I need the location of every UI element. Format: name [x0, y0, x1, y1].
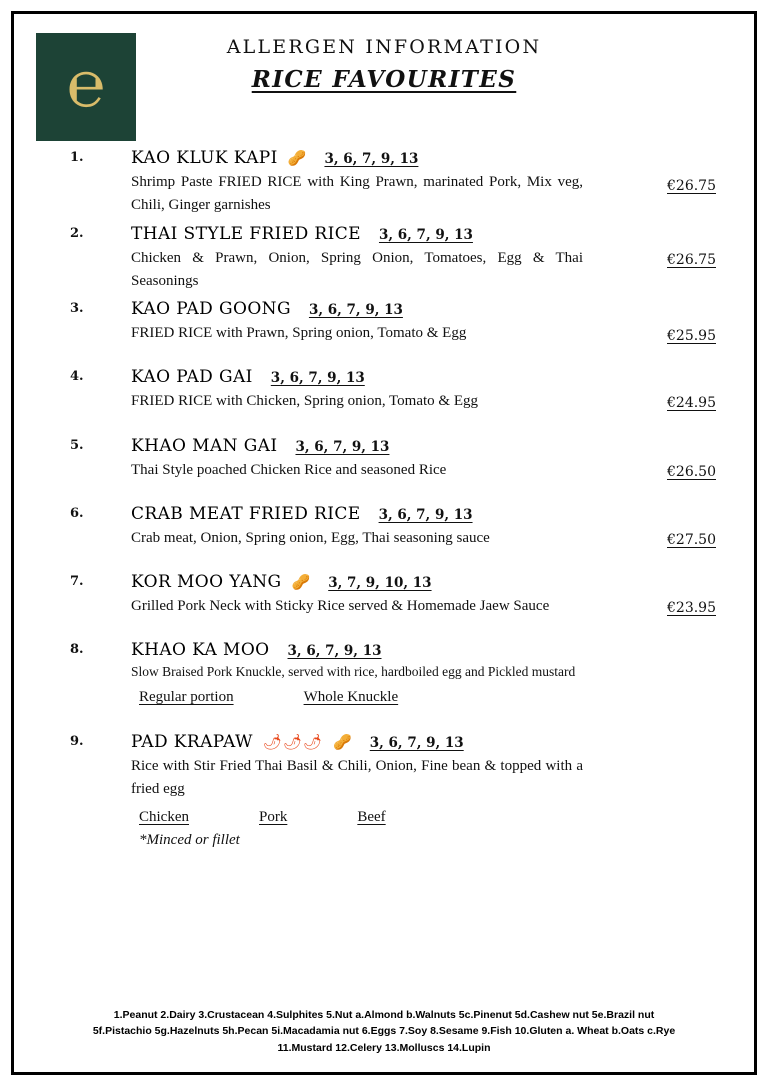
item-allergen-codes: 3, 6, 7, 9, 13 [369, 735, 464, 752]
restaurant-logo [36, 33, 136, 141]
item-title: THAI STYLE FRIED RICE [131, 223, 361, 244]
option-regular-portion[interactable]: Regular portion [139, 689, 234, 706]
item-number: 1. [70, 150, 84, 165]
logo-monogram-icon: ℮ [66, 48, 106, 122]
item-description: Crab meat, Onion, Spring onion, Egg, Thai seasoning sauce [131, 529, 490, 546]
menu-item [0, 504, 768, 550]
item-allergen-codes: 3, 6, 7, 9, 13 [324, 151, 419, 167]
menu-item [0, 436, 768, 482]
item-description: Grilled Pork Neck with Sticky Rice served & Homemade Jaew Sauce [131, 598, 550, 614]
item-description: Thai Style poached Chicken Rice and seasoned Rice [131, 461, 447, 478]
option-beef[interactable]: Beef [357, 808, 386, 825]
allergen-legend-line-2: 5f.Pistachio 5g.Hazelnuts 5h.Pecan 5i.Macadamia nut 6.Eggs 7.Soy 8.Sesame 9.Fish 10.Gluten a. Wheat b.Oats c.Rye [92, 1025, 676, 1038]
item-allergen-codes: 3, 6, 7, 9, 13 [295, 438, 390, 455]
item-note: *Minced or fillet [139, 831, 240, 848]
item-allergen-codes: 3, 7, 9, 10, 13 [328, 575, 432, 591]
chili-icon: 🌶🌶🌶 [262, 735, 324, 752]
peanut-icon: 🥜 [291, 575, 311, 591]
item-allergen-codes: 3, 6, 7, 9, 13 [378, 506, 473, 523]
item-price: €24.95 [667, 395, 716, 412]
page-subtitle: RICE FAVOURITES [251, 66, 517, 93]
menu-item [0, 572, 768, 618]
item-title: KHAO KA MOO [131, 640, 270, 661]
item-price: €27.50 [667, 531, 716, 548]
menu-item [0, 299, 768, 345]
item-description: Slow Braised Pork Knuckle, served with rice, hardboiled egg and Pickled mustard [131, 664, 576, 680]
item-number: 6. [70, 505, 84, 521]
item-title: KOR MOO YANG [131, 572, 282, 592]
menu-item [0, 732, 768, 849]
item-number: 2. [70, 225, 84, 241]
item-allergen-codes: 3, 6, 7, 9, 13 [378, 226, 473, 243]
item-description: FRIED RICE with Prawn, Spring onion, Tomato & Egg [131, 325, 467, 341]
item-number: 4. [70, 369, 84, 385]
item-allergen-codes: 3, 6, 7, 9, 13 [308, 302, 403, 318]
item-number: 8. [70, 642, 84, 658]
allergen-legend [0, 1007, 768, 1056]
item-title: KAO PAD GOONG [131, 299, 291, 319]
item-description: FRIED RICE with Chicken, Spring onion, Tomato & Egg [131, 393, 478, 410]
item-title: KAO KLUK KAPI [131, 148, 278, 168]
item-price: €26.50 [667, 463, 716, 480]
menu-item [0, 640, 768, 706]
item-description: Rice with Stir Fried Thai Basil & Chili, Onion, Fine bean & topped with a fried egg [131, 758, 583, 798]
item-allergen-codes: 3, 6, 7, 9, 13 [270, 370, 365, 387]
page-title: ALLERGEN INFORMATION [226, 36, 542, 58]
item-price: €23.95 [667, 600, 716, 616]
item-price: €26.75 [667, 251, 716, 268]
item-title: PAD KRAPAW [131, 732, 253, 753]
option-chicken[interactable]: Chicken [139, 808, 189, 825]
peanut-icon: 🥜 [333, 735, 352, 752]
menu-item [0, 367, 768, 413]
item-title: KAO PAD GAI [131, 367, 253, 388]
menu-item [0, 224, 768, 294]
item-description: Chicken & Prawn, Onion, Spring Onion, Tomatoes, Egg & Thai Seasonings [131, 249, 583, 289]
item-number: 7. [70, 574, 84, 589]
allergen-legend-line-1: 1.Peanut 2.Dairy 3.Crustacean 4.Sulphites 5.Nut a.Almond b.Walnuts 5c.Pinenut 5d.Cashew nut 5e.Brazil nut [113, 1009, 655, 1022]
item-allergen-codes: 3, 6, 7, 9, 13 [287, 643, 382, 660]
item-number: 9. [70, 734, 84, 750]
option-pork[interactable]: Pork [259, 808, 288, 825]
item-price: €25.95 [667, 328, 716, 344]
menu-item [0, 148, 768, 218]
item-number: 3. [70, 301, 84, 316]
option-whole-knuckle[interactable]: Whole Knuckle [303, 689, 399, 706]
item-description: Shrimp Paste FRIED RICE with King Prawn, marinated Pork, Mix veg, Chili, Ginger garnishes [131, 174, 583, 214]
item-options [131, 689, 583, 706]
peanut-icon: 🥜 [287, 151, 307, 167]
menu-item-list [0, 148, 768, 858]
item-title: KHAO MAN GAI [131, 435, 278, 456]
item-number: 5. [70, 437, 84, 453]
item-title: CRAB MEAT FRIED RICE [131, 503, 361, 524]
item-price: €26.75 [667, 178, 716, 194]
allergen-legend-line-3: 11.Mustard 12.Celery 13.Molluscs 14.Lupin [277, 1041, 491, 1054]
item-options [131, 809, 583, 826]
